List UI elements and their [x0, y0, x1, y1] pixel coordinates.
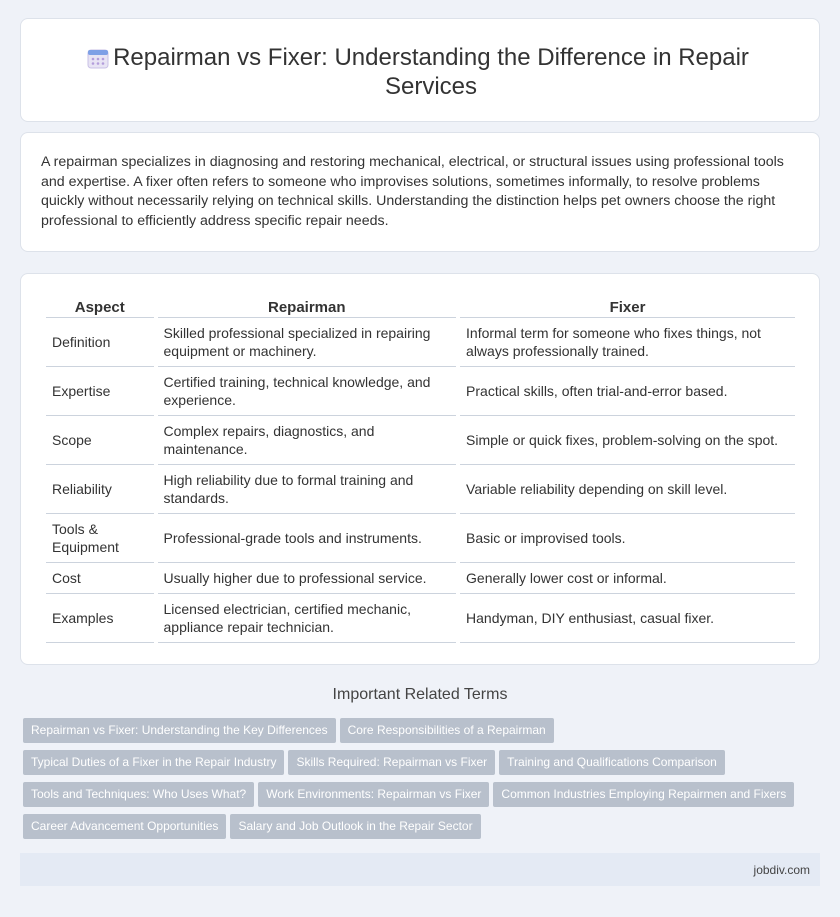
related-term-tag[interactable]: Typical Duties of a Fixer in the Repair Industry — [23, 750, 284, 775]
footer — [20, 853, 820, 886]
table-cell: Cost — [46, 563, 154, 594]
table-row — [46, 563, 795, 594]
column-header: Aspect — [46, 296, 154, 318]
table-cell: Scope — [46, 416, 154, 465]
related-term-tag[interactable]: Career Advancement Opportunities — [23, 814, 226, 839]
intro-card — [20, 132, 820, 252]
table-cell: Certified training, technical knowledge, and experience. — [158, 367, 457, 416]
related-term-tag[interactable]: Skills Required: Repairman vs Fixer — [288, 750, 495, 775]
table-cell: Generally lower cost or informal. — [460, 563, 795, 594]
table-cell: Reliability — [46, 465, 154, 514]
table-header-row — [46, 296, 795, 318]
table-cell: Expertise — [46, 367, 154, 416]
table-cell: Skilled professional specialized in repairing equipment or machinery. — [158, 318, 457, 367]
table-row — [46, 465, 795, 514]
table-cell: Basic or improvised tools. — [460, 514, 795, 563]
table-cell: Handyman, DIY enthusiast, casual fixer. — [460, 594, 795, 643]
related-term-tag[interactable]: Training and Qualifications Comparison — [499, 750, 725, 775]
column-header: Fixer — [460, 296, 795, 318]
related-term-tag[interactable]: Common Industries Employing Repairmen and Fixers — [493, 782, 794, 807]
table-row — [46, 367, 795, 416]
table-row — [46, 416, 795, 465]
related-term-tag[interactable]: Salary and Job Outlook in the Repair Sector — [230, 814, 480, 839]
page-title: Repairman vs Fixer: Understanding the Difference in Repair Services — [113, 44, 749, 100]
table-cell: Usually higher due to professional service. — [158, 563, 457, 594]
related-term-tag[interactable]: Core Responsibilities of a Repairman — [340, 718, 554, 743]
table-cell: Tools & Equipment — [46, 514, 154, 563]
related-term-tag[interactable]: Work Environments: Repairman vs Fixer — [258, 782, 489, 807]
table-cell: Licensed electrician, certified mechanic, appliance repair technician. — [158, 594, 457, 643]
table-cell: Professional-grade tools and instruments. — [158, 514, 457, 563]
table-cell: Simple or quick fixes, problem-solving on the spot. — [460, 416, 795, 465]
related-terms-heading: Important Related Terms — [332, 686, 508, 703]
footer-site-link[interactable]: jobdiv.com — [753, 863, 810, 877]
table-row — [46, 318, 795, 367]
table-cell: Complex repairs, diagnostics, and maintenance. — [158, 416, 457, 465]
header-card — [20, 18, 820, 122]
table-row — [46, 594, 795, 643]
table-cell: Informal term for someone who fixes things, not always professionally trained. — [460, 318, 795, 367]
table-cell: Examples — [46, 594, 154, 643]
related-term-tag[interactable]: Repairman vs Fixer: Understanding the Key Differences — [23, 718, 336, 743]
table-cell: Variable reliability depending on skill level. — [460, 465, 795, 514]
intro-text: A repairman specializes in diagnosing and restoring mechanical, electrical, or structural issues using professional tools and expertise. A fixer often refers to someone who improvises solutions, sometimes informally, to resolve problems quickly without necessarily relying on technical skills. Understanding the distinction helps pet owners choose the right professional to efficiently address specific repair needs. — [41, 154, 784, 229]
comparison-card — [20, 273, 820, 665]
column-header: Repairman — [158, 296, 457, 318]
comparison-table — [42, 296, 799, 643]
table-row — [46, 514, 795, 563]
table-cell: High reliability due to formal training and standards. — [158, 465, 457, 514]
related-terms-list — [23, 718, 823, 846]
related-term-tag[interactable]: Tools and Techniques: Who Uses What? — [23, 782, 254, 807]
table-cell: Practical skills, often trial-and-error based. — [460, 367, 795, 416]
table-cell: Definition — [46, 318, 154, 367]
